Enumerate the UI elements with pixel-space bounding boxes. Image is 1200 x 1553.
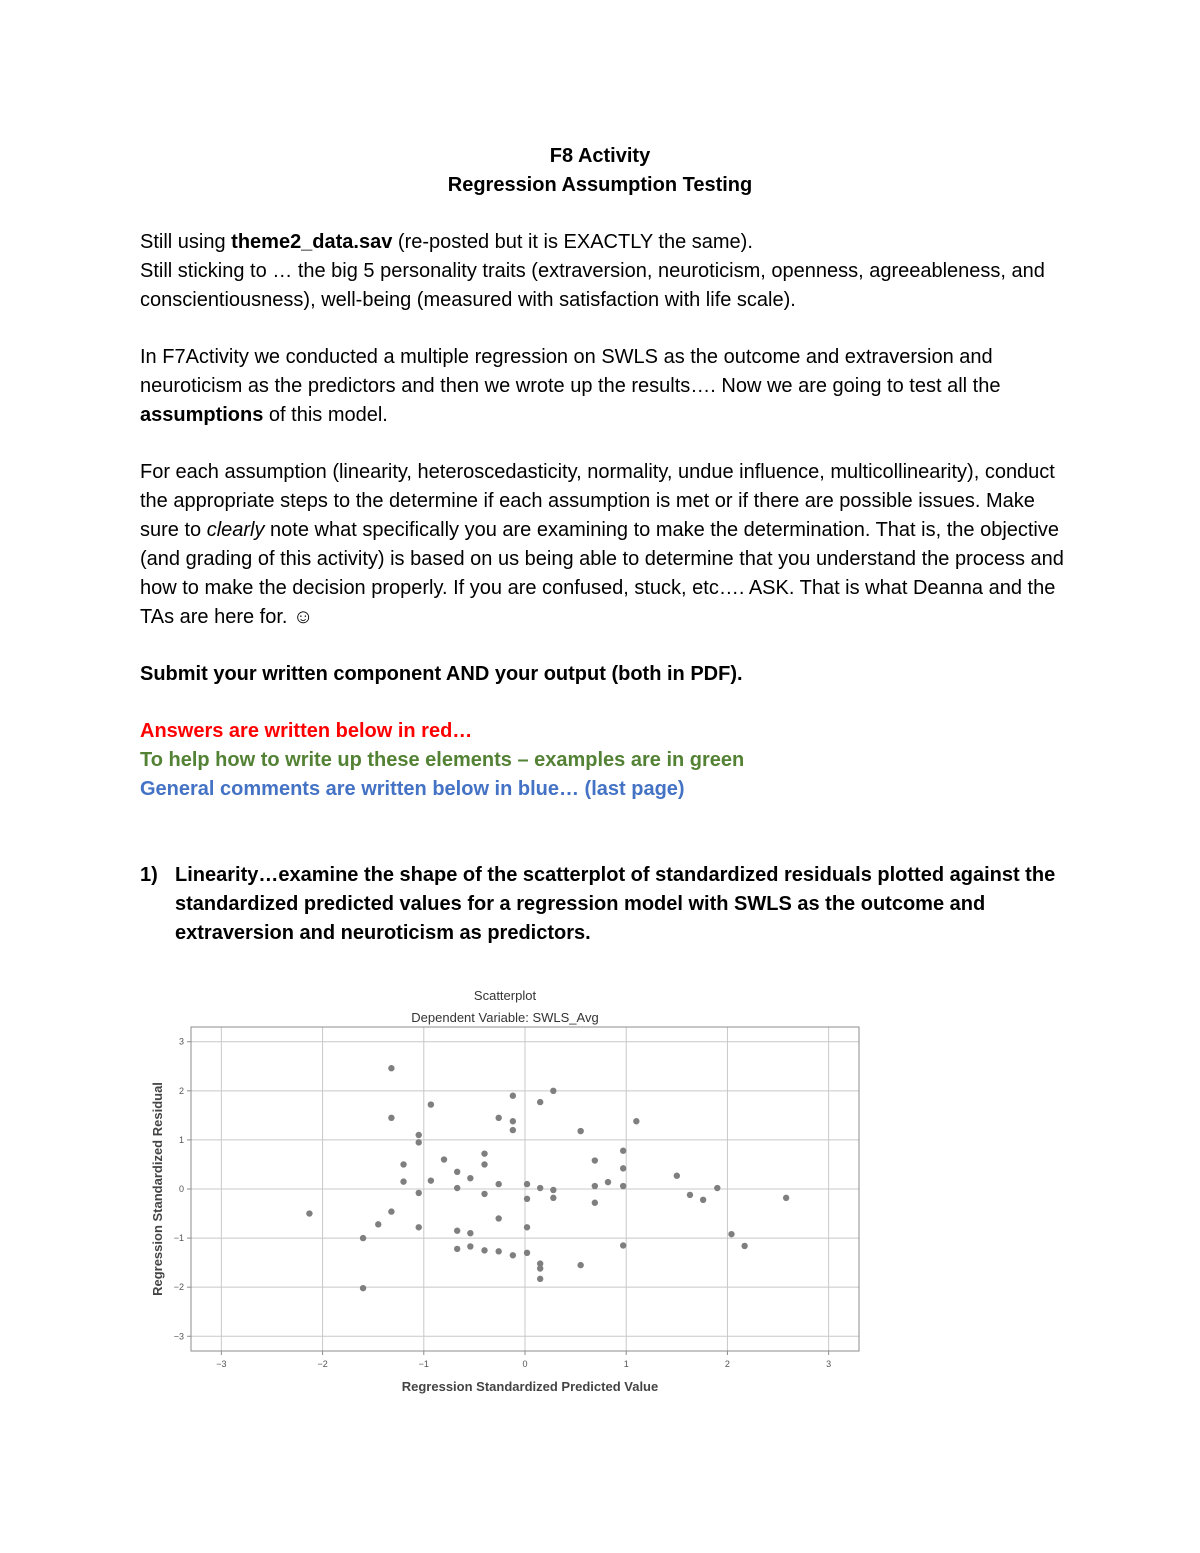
x-tick-label: −1	[418, 1359, 429, 1369]
scatter-point	[510, 1252, 516, 1258]
scatter-point	[467, 1175, 473, 1181]
scatter-point	[360, 1235, 366, 1241]
scatter-point	[537, 1099, 543, 1105]
scatter-point	[700, 1197, 706, 1203]
scatter-point	[524, 1250, 530, 1256]
y-tick-label: −3	[173, 1331, 184, 1342]
document-title: F8 Activity	[549, 145, 651, 167]
chart-title: Scatterplot	[473, 988, 537, 1003]
y-tick-label: −1	[173, 1233, 184, 1244]
scatter-point	[537, 1265, 543, 1271]
scatter-point	[592, 1157, 598, 1163]
scatter-point	[306, 1210, 312, 1216]
y-tick-label: −2	[173, 1282, 184, 1293]
x-tick-label: 2	[724, 1359, 730, 1369]
x-tick-label: −2	[317, 1359, 328, 1369]
scatter-point	[524, 1196, 530, 1202]
scatter-point	[524, 1224, 530, 1230]
scatter-point	[428, 1101, 434, 1107]
scatter-point	[495, 1181, 501, 1187]
scatter-point	[441, 1156, 447, 1162]
scatter-point	[467, 1230, 473, 1236]
scatter-point	[633, 1118, 639, 1124]
scatter-point	[524, 1181, 530, 1187]
intro-paragraph-3: In F7Activity we conducted a multiple regression on SWLS as the outcome and extraversion and neuroticism as the predictors and then we wrote up the results…. Now we are going to test all the assumptions of this model.	[140, 346, 1001, 426]
scatter-point	[537, 1276, 543, 1282]
scatter-point	[481, 1150, 487, 1156]
legend-red-answers: Answers are written below in red…	[140, 720, 473, 742]
scatter-point	[467, 1243, 473, 1249]
scatter-point	[537, 1185, 543, 1191]
intro-paragraph-1: Still using theme2_data.sav (re-posted but it is EXACTLY the same).	[140, 231, 753, 253]
scatter-point	[454, 1185, 460, 1191]
scatter-point	[400, 1161, 406, 1167]
question-1	[140, 861, 1070, 951]
axis-ticks	[174, 1037, 831, 1369]
scatter-point	[510, 1093, 516, 1099]
scatter-point	[454, 1169, 460, 1175]
scatter-point	[416, 1132, 422, 1138]
scatter-point	[510, 1118, 516, 1124]
scatter-point	[550, 1195, 556, 1201]
y-tick-label: 3	[178, 1036, 184, 1047]
question-text: Linearity…examine the shape of the scatterplot of standardized residuals plotted against the standardized predicted values for a regression model with SWLS as the outcome and extraversion and neuroticism as predictors.	[175, 864, 1056, 944]
scatter-point	[388, 1208, 394, 1214]
legend-green-examples: To help how to write up these elements – examples are in green	[140, 749, 745, 771]
scatter-point	[620, 1242, 626, 1248]
scatter-point	[550, 1187, 556, 1193]
scatter-point	[454, 1228, 460, 1234]
question-number: 1)	[140, 864, 158, 886]
scatter-point	[592, 1183, 598, 1189]
submit-instruction: Submit your written component AND your output (both in PDF).	[140, 663, 743, 685]
scatter-point	[783, 1195, 789, 1201]
scatter-point	[620, 1148, 626, 1154]
scatter-point	[416, 1224, 422, 1230]
x-tick-label: 1	[623, 1359, 629, 1369]
y-tick-label: 2	[178, 1085, 184, 1096]
legend-blue-comments: General comments are written below in blue… (last page)	[140, 778, 685, 800]
scatter-point	[495, 1215, 501, 1221]
scatter-point	[605, 1179, 611, 1185]
x-tick-label: 0	[522, 1359, 528, 1369]
chart-subtitle: Dependent Variable: SWLS_Avg	[411, 1010, 599, 1025]
scatter-point	[577, 1262, 583, 1268]
scatter-point	[481, 1247, 487, 1253]
document-subtitle: Regression Assumption Testing	[447, 174, 753, 196]
x-axis-label: Regression Standardized Predicted Value	[401, 1379, 659, 1394]
scatter-point	[687, 1192, 693, 1198]
scatter-point	[495, 1115, 501, 1121]
scatter-point	[481, 1191, 487, 1197]
y-tick-label: 1	[178, 1134, 184, 1145]
x-tick-label: −3	[216, 1359, 227, 1369]
scatter-point	[728, 1231, 734, 1237]
scatterplot-chart	[140, 975, 880, 1405]
data-points	[306, 1065, 789, 1291]
chart-grid	[191, 1027, 859, 1351]
scatter-point	[592, 1200, 598, 1206]
scatter-point	[674, 1173, 680, 1179]
scatter-point	[454, 1246, 460, 1252]
scatter-point	[510, 1127, 516, 1133]
scatter-point	[620, 1183, 626, 1189]
scatter-point	[481, 1161, 487, 1167]
scatter-point	[388, 1065, 394, 1071]
scatter-point	[741, 1243, 747, 1249]
scatter-point	[550, 1088, 556, 1094]
scatter-point	[714, 1185, 720, 1191]
scatter-point	[416, 1190, 422, 1196]
scatter-point	[375, 1221, 381, 1227]
scatter-point	[388, 1115, 394, 1121]
scatter-point	[495, 1248, 501, 1254]
x-tick-label: 3	[826, 1359, 832, 1369]
instructions-paragraph: For each assumption (linearity, heteroscedasticity, normality, undue influence, multicollinearity), conduct the appropriate steps to the determine if each assumption is met or if there are possible issues. Make sure to clearly note what specifically you are examining to make the determination. That is, the objective (and grading of this activity) is based on us being able to determine that you understand the process and how to make the decision properly. If you are confused, stuck, etc…. ASK. That is what Deanna and the TAs are here for. ☺	[140, 461, 1064, 628]
y-axis-label: Regression Standardized Residual	[150, 1082, 165, 1296]
scatter-point	[400, 1178, 406, 1184]
scatter-point	[577, 1128, 583, 1134]
scatter-point	[360, 1285, 366, 1291]
scatter-point	[428, 1177, 434, 1183]
scatter-point	[416, 1139, 422, 1145]
scatter-point	[620, 1165, 626, 1171]
intro-paragraph-2: Still sticking to … the big 5 personality traits (extraversion, neuroticism, openness, agreeableness, and conscientiousness), well-being (measured with satisfaction with life scale).	[140, 260, 1045, 311]
y-tick-label: 0	[178, 1184, 184, 1194]
data-file-name: theme2_data.sav	[231, 231, 393, 253]
